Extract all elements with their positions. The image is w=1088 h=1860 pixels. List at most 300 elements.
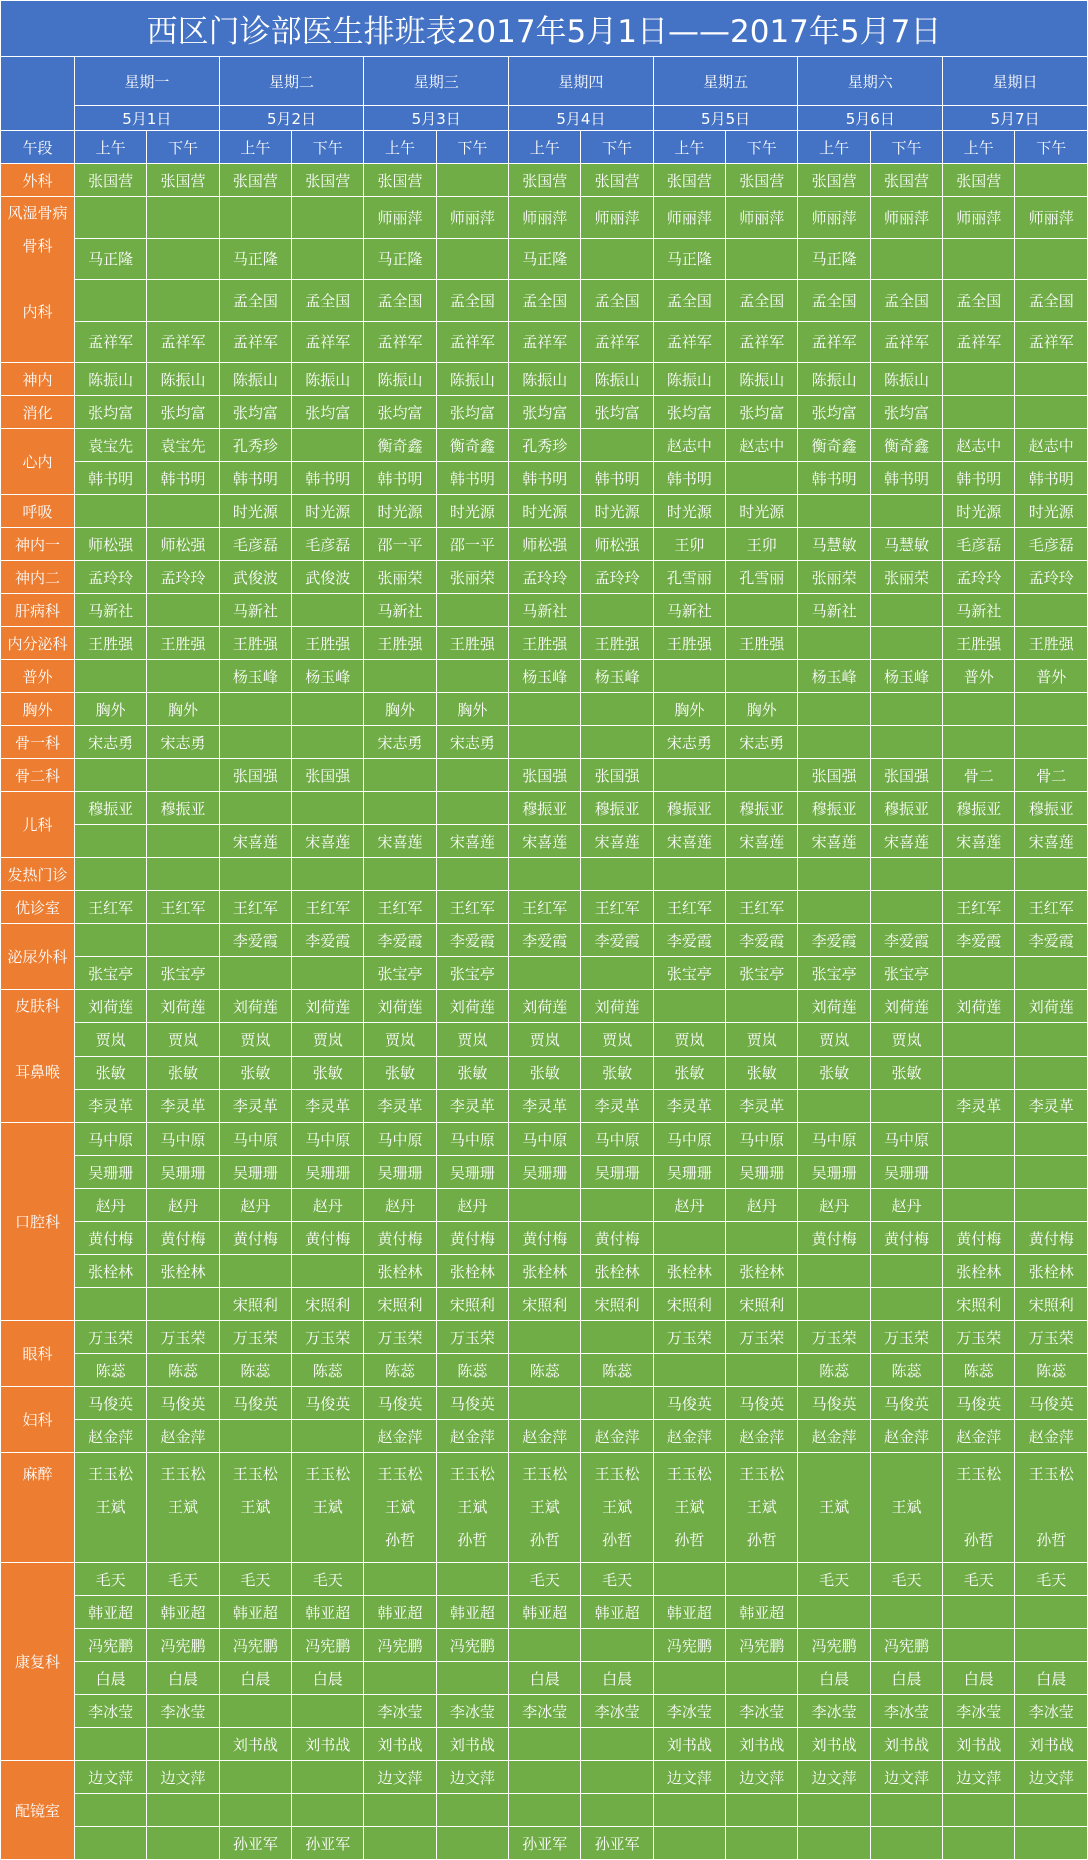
afternoon-header: 下午 <box>726 131 798 164</box>
doctor-cell: 万玉荣 <box>147 1321 219 1354</box>
doctor-cell: 黄付梅 <box>219 1222 291 1255</box>
doctor-cell: 王红军 <box>726 891 798 924</box>
doctor-cell <box>943 1123 1015 1156</box>
doctor-cell: 宋照利 <box>364 1288 436 1321</box>
doctor-cell <box>726 759 798 792</box>
doctor-cell: 孟祥军 <box>943 321 1015 363</box>
doctor-cell <box>870 1255 942 1288</box>
doctor-cell <box>653 1662 725 1695</box>
doctor-cell: 胸外 <box>653 693 725 726</box>
doctor-name: 孙哲 <box>529 1531 560 1549</box>
day-header: 星期二 <box>219 57 364 106</box>
doctor-cell: 张均富 <box>75 396 147 429</box>
schedule-row <box>1 693 1088 726</box>
doctor-cell: 穆振亚 <box>870 792 942 825</box>
doctor-cell: 马中原 <box>219 1123 291 1156</box>
doctor-cell <box>509 1387 581 1420</box>
morning-header: 上午 <box>798 131 870 164</box>
doctor-cell: 李冰莹 <box>509 1695 581 1728</box>
doctor-cell: 赵丹 <box>653 1189 725 1222</box>
doctor-cell: 张敏 <box>292 1056 364 1089</box>
doctor-cell <box>75 1827 147 1860</box>
doctor-cell: 王胜强 <box>147 627 219 660</box>
schedule-row <box>1 660 1088 693</box>
doctor-cell: 张丽荣 <box>364 561 436 594</box>
doctor-cell: 张栓林 <box>364 1255 436 1288</box>
doctor-cell <box>798 1596 870 1629</box>
doctor-cell: 万玉荣 <box>943 1321 1015 1354</box>
schedule-row <box>1 164 1088 197</box>
doctor-cell <box>653 1222 725 1255</box>
doctor-cell: 吴珊珊 <box>364 1156 436 1189</box>
doctor-cell: 孟祥军 <box>870 321 942 363</box>
doctor-cell: 马新社 <box>509 594 581 627</box>
department-label <box>1 197 75 363</box>
doctor-cell: 李灵革 <box>509 1089 581 1122</box>
doctor-cell <box>292 1255 364 1288</box>
doctor-cell: 陈振山 <box>581 363 653 396</box>
doctor-cell: 时光源 <box>581 495 653 528</box>
doctor-cell: 衡奇鑫 <box>798 429 870 462</box>
doctor-cell: 宋照利 <box>219 1288 291 1321</box>
doctor-cell: 孙亚军 <box>581 1827 653 1860</box>
doctor-cell: 韩书明 <box>147 462 219 495</box>
doctor-cell: 赵金萍 <box>653 1420 725 1453</box>
doctor-cell: 黄付梅 <box>75 1222 147 1255</box>
doctor-name <box>292 1524 363 1557</box>
doctor-cell <box>147 1827 219 1860</box>
doctor-cell: 黄付梅 <box>292 1222 364 1255</box>
doctor-cell: 骨二 <box>1015 759 1088 792</box>
doctor-cell <box>509 1629 581 1662</box>
doctor-cell: 李爱霞 <box>943 924 1015 957</box>
doctor-cell <box>1015 396 1088 429</box>
doctor-cell: 王红军 <box>653 891 725 924</box>
doctor-cell: 孟全国 <box>1015 280 1088 322</box>
doctor-cell: 孟全国 <box>292 280 364 322</box>
doctor-cell <box>943 693 1015 726</box>
doctor-cell: 韩亚超 <box>147 1596 219 1629</box>
doctor-cell: 马中原 <box>870 1123 942 1156</box>
doctor-cell <box>75 1728 147 1761</box>
doctor-cell: 张宝亭 <box>726 957 798 990</box>
doctor-cell: 张敏 <box>436 1056 508 1089</box>
doctor-cell: 孟全国 <box>870 280 942 322</box>
doctor-name: 孙哲 <box>746 1531 777 1549</box>
doctor-cell: 刘书战 <box>292 1728 364 1761</box>
doctor-cell: 毛天 <box>1015 1563 1088 1596</box>
doctor-cell <box>653 1827 725 1860</box>
doctor-cell: 孟全国 <box>364 280 436 322</box>
doctor-cell: 孟祥军 <box>147 321 219 363</box>
doctor-cell: 陈蕊 <box>147 1354 219 1387</box>
doctor-cell: 张宝亭 <box>364 957 436 990</box>
doctor-cell <box>943 363 1015 396</box>
doctor-cell <box>1015 1794 1088 1827</box>
doctor-cell: 白晨 <box>943 1662 1015 1695</box>
doctor-cell: 李爱霞 <box>870 924 942 957</box>
doctor-cell: 李灵革 <box>581 1089 653 1122</box>
doctor-cell <box>147 1453 219 1563</box>
doctor-cell: 边文萍 <box>943 1761 1015 1794</box>
doctor-cell: 马正隆 <box>364 238 436 280</box>
doctor-cell: 边文萍 <box>870 1761 942 1794</box>
doctor-cell <box>943 1189 1015 1222</box>
doctor-cell <box>1015 1629 1088 1662</box>
department-label: 内分泌科 <box>1 627 75 660</box>
doctor-cell <box>75 825 147 858</box>
doctor-cell: 毛天 <box>147 1563 219 1596</box>
schedule-row <box>1 594 1088 627</box>
day-header: 星期五 <box>653 57 798 106</box>
schedule-row <box>1 1023 1088 1056</box>
doctor-cell: 时光源 <box>1015 495 1088 528</box>
doctor-cell: 赵丹 <box>436 1189 508 1222</box>
schedule-row <box>1 280 1088 322</box>
doctor-cell: 李灵革 <box>147 1089 219 1122</box>
doctor-cell: 陈蕊 <box>509 1354 581 1387</box>
doctor-cell <box>726 1794 798 1827</box>
doctor-name: 王斌 <box>385 1498 416 1516</box>
doctor-cell: 马俊英 <box>726 1387 798 1420</box>
doctor-cell: 孔雪丽 <box>726 561 798 594</box>
doctor-cell <box>870 495 942 528</box>
doctor-cell: 马俊英 <box>798 1387 870 1420</box>
doctor-cell: 孔雪丽 <box>653 561 725 594</box>
doctor-name <box>871 1524 942 1557</box>
doctor-cell: 宋照利 <box>292 1288 364 1321</box>
doctor-cell: 孟祥军 <box>1015 321 1088 363</box>
doctor-cell: 王胜强 <box>436 627 508 660</box>
doctor-cell: 张国营 <box>509 164 581 197</box>
afternoon-header: 下午 <box>147 131 219 164</box>
department-label: 配镜室 <box>1 1761 75 1860</box>
date-header: 5月2日 <box>219 106 364 131</box>
doctor-cell <box>364 759 436 792</box>
doctor-cell: 张国强 <box>870 759 942 792</box>
day-header: 星期三 <box>364 57 509 106</box>
doctor-name: 王玉松 <box>739 1465 785 1483</box>
doctor-cell <box>509 726 581 759</box>
doctor-cell: 贾岚 <box>509 1023 581 1056</box>
doctor-cell: 黄付梅 <box>943 1222 1015 1255</box>
doctor-cell <box>219 1420 291 1453</box>
doctor-cell: 李灵革 <box>364 1089 436 1122</box>
doctor-cell <box>509 1321 581 1354</box>
doctor-cell: 黄付梅 <box>509 1222 581 1255</box>
doctor-cell <box>581 1453 653 1563</box>
doctor-cell: 师松强 <box>75 528 147 561</box>
doctor-cell: 宋志勇 <box>653 726 725 759</box>
doctor-name <box>220 1524 291 1557</box>
doctor-cell: 马中原 <box>436 1123 508 1156</box>
schedule-row <box>1 1189 1088 1222</box>
doctor-cell: 吴珊珊 <box>147 1156 219 1189</box>
department-label-line: 风湿骨病 <box>7 204 68 222</box>
doctor-cell <box>219 1794 291 1827</box>
schedule-title: 西区门诊部医生排班表2017年5月1日——2017年5月7日 <box>1 1 1088 57</box>
doctor-cell: 赵志中 <box>726 429 798 462</box>
doctor-cell: 师丽萍 <box>364 197 436 239</box>
doctor-cell: 吴珊珊 <box>726 1156 798 1189</box>
doctor-cell: 王红军 <box>292 891 364 924</box>
doctor-cell: 冯宪鹏 <box>147 1629 219 1662</box>
doctor-cell <box>1015 594 1088 627</box>
schedule-row <box>1 495 1088 528</box>
doctor-cell: 韩书明 <box>1015 462 1088 495</box>
schedule-row <box>1 627 1088 660</box>
doctor-cell <box>726 1563 798 1596</box>
doctor-cell: 宋志勇 <box>364 726 436 759</box>
doctor-cell <box>75 660 147 693</box>
doctor-cell: 毛天 <box>581 1563 653 1596</box>
doctor-cell: 穆振亚 <box>653 792 725 825</box>
doctor-cell <box>653 1794 725 1827</box>
doctor-cell: 王卯 <box>726 528 798 561</box>
doctor-cell: 张丽荣 <box>870 561 942 594</box>
doctor-cell: 万玉荣 <box>1015 1321 1088 1354</box>
day-header-row <box>1 57 1088 106</box>
doctor-cell <box>509 858 581 891</box>
doctor-cell: 边文萍 <box>1015 1761 1088 1794</box>
doctor-cell: 马俊英 <box>653 1387 725 1420</box>
doctor-name: 王玉松 <box>232 1465 278 1483</box>
doctor-cell: 王胜强 <box>75 627 147 660</box>
doctor-cell: 马中原 <box>509 1123 581 1156</box>
doctor-cell <box>219 197 291 239</box>
doctor-cell: 韩亚超 <box>436 1596 508 1629</box>
doctor-cell: 韩书明 <box>798 462 870 495</box>
doctor-cell <box>581 1189 653 1222</box>
doctor-cell: 张均富 <box>292 396 364 429</box>
doctor-cell <box>1015 1189 1088 1222</box>
doctor-cell: 黄付梅 <box>870 1222 942 1255</box>
doctor-cell <box>870 858 942 891</box>
doctor-cell: 刘荷莲 <box>292 990 364 1023</box>
doctor-cell <box>581 1629 653 1662</box>
schedule-row <box>1 1387 1088 1420</box>
morning-header: 上午 <box>219 131 291 164</box>
doctor-cell <box>726 462 798 495</box>
doctor-cell: 张均富 <box>219 396 291 429</box>
doctor-cell: 李灵革 <box>1015 1089 1088 1122</box>
doctor-cell: 宋喜莲 <box>436 825 508 858</box>
doctor-cell: 毛彦磊 <box>943 528 1015 561</box>
doctor-cell: 陈蕊 <box>1015 1354 1088 1387</box>
doctor-cell: 韩书明 <box>219 462 291 495</box>
doctor-cell: 张均富 <box>653 396 725 429</box>
doctor-cell: 赵金萍 <box>509 1420 581 1453</box>
doctor-cell: 师丽萍 <box>1015 197 1088 239</box>
doctor-cell: 孟祥军 <box>364 321 436 363</box>
doctor-cell: 韩书明 <box>870 462 942 495</box>
doctor-cell: 陈振山 <box>509 363 581 396</box>
doctor-cell: 万玉荣 <box>364 1321 436 1354</box>
doctor-cell <box>943 1794 1015 1827</box>
doctor-name: 孙哲 <box>1036 1531 1067 1549</box>
doctor-cell <box>653 1453 725 1563</box>
doctor-cell: 宋照利 <box>943 1288 1015 1321</box>
doctor-cell <box>726 1354 798 1387</box>
doctor-cell: 韩亚超 <box>653 1596 725 1629</box>
doctor-cell <box>870 1089 942 1122</box>
doctor-cell: 刘书战 <box>870 1728 942 1761</box>
doctor-cell: 赵丹 <box>870 1189 942 1222</box>
schedule-row <box>1 396 1088 429</box>
doctor-cell <box>870 891 942 924</box>
doctor-cell <box>798 627 870 660</box>
doctor-cell: 宋照利 <box>653 1288 725 1321</box>
doctor-cell: 马俊英 <box>1015 1387 1088 1420</box>
doctor-cell <box>870 726 942 759</box>
doctor-cell <box>943 858 1015 891</box>
doctor-name <box>147 1524 218 1557</box>
doctor-cell: 李爱霞 <box>581 924 653 957</box>
doctor-cell <box>1015 957 1088 990</box>
doctor-cell <box>292 726 364 759</box>
doctor-cell: 孟祥军 <box>509 321 581 363</box>
doctor-cell: 宋喜莲 <box>1015 825 1088 858</box>
doctor-cell <box>219 726 291 759</box>
doctor-cell <box>75 1794 147 1827</box>
doctor-cell <box>509 693 581 726</box>
doctor-cell: 张均富 <box>436 396 508 429</box>
doctor-cell: 胸外 <box>726 693 798 726</box>
doctor-cell: 孙亚军 <box>219 1827 291 1860</box>
doctor-cell: 陈蕊 <box>75 1354 147 1387</box>
doctor-cell: 赵志中 <box>1015 429 1088 462</box>
doctor-cell: 张宝亭 <box>798 957 870 990</box>
doctor-cell: 马中原 <box>726 1123 798 1156</box>
doctor-cell: 赵丹 <box>726 1189 798 1222</box>
doctor-cell: 张国营 <box>581 164 653 197</box>
department-label-line <box>1 1089 74 1122</box>
doctor-cell: 王红军 <box>509 891 581 924</box>
doctor-cell: 李冰莹 <box>943 1695 1015 1728</box>
schedule-row <box>1 1321 1088 1354</box>
doctor-cell: 王红军 <box>219 891 291 924</box>
doctor-cell <box>581 1387 653 1420</box>
doctor-name: 孙哲 <box>602 1531 633 1549</box>
doctor-cell <box>147 858 219 891</box>
doctor-cell: 赵金萍 <box>75 1420 147 1453</box>
doctor-cell: 李爱霞 <box>364 924 436 957</box>
department-label <box>1 1453 75 1563</box>
doctor-cell: 白晨 <box>509 1662 581 1695</box>
doctor-cell <box>436 1453 508 1563</box>
doctor-cell <box>509 1189 581 1222</box>
doctor-cell: 贾岚 <box>292 1023 364 1056</box>
doctor-cell <box>943 1056 1015 1089</box>
doctor-cell: 王红军 <box>436 891 508 924</box>
doctor-cell: 张栓林 <box>581 1255 653 1288</box>
department-label-line <box>1 329 74 362</box>
doctor-cell: 刘荷莲 <box>870 990 942 1023</box>
doctor-cell <box>75 197 147 239</box>
doctor-name <box>1015 1491 1087 1524</box>
schedule-row <box>1 1288 1088 1321</box>
doctor-cell <box>292 197 364 239</box>
period-header-row <box>1 131 1088 164</box>
doctor-cell: 韩书明 <box>581 462 653 495</box>
doctor-cell <box>943 1023 1015 1056</box>
doctor-cell: 韩亚超 <box>292 1596 364 1629</box>
doctor-cell: 李冰莹 <box>870 1695 942 1728</box>
department-label: 心内 <box>1 429 75 495</box>
doctor-cell <box>798 693 870 726</box>
doctor-cell: 张敏 <box>653 1056 725 1089</box>
doctor-cell: 张国强 <box>581 759 653 792</box>
doctor-cell <box>581 1761 653 1794</box>
doctor-cell: 韩书明 <box>509 462 581 495</box>
doctor-cell: 陈振山 <box>798 363 870 396</box>
doctor-cell: 刘荷莲 <box>75 990 147 1023</box>
doctor-cell <box>436 1662 508 1695</box>
doctor-cell: 陈振山 <box>364 363 436 396</box>
doctor-cell: 冯宪鹏 <box>75 1629 147 1662</box>
doctor-cell: 杨玉峰 <box>219 660 291 693</box>
doctor-cell: 吴珊珊 <box>870 1156 942 1189</box>
doctor-cell <box>726 1453 798 1563</box>
doctor-cell: 孟祥军 <box>75 321 147 363</box>
doctor-cell <box>943 1629 1015 1662</box>
doctor-cell <box>726 858 798 891</box>
doctor-cell: 张均富 <box>364 396 436 429</box>
doctor-name: 王玉松 <box>522 1465 568 1483</box>
doctor-cell: 李爱霞 <box>292 924 364 957</box>
doctor-cell: 刘书战 <box>219 1728 291 1761</box>
doctor-cell: 孔秀珍 <box>509 429 581 462</box>
doctor-cell: 穆振亚 <box>509 792 581 825</box>
doctor-cell: 张栓林 <box>943 1255 1015 1288</box>
doctor-cell: 孟玲玲 <box>147 561 219 594</box>
doctor-cell: 时光源 <box>509 495 581 528</box>
doctor-cell: 赵金萍 <box>726 1420 798 1453</box>
doctor-cell: 孟全国 <box>943 280 1015 322</box>
department-label-line <box>1 1491 74 1524</box>
schedule-row <box>1 429 1088 462</box>
doctor-cell: 宋喜莲 <box>581 825 653 858</box>
doctor-cell <box>581 594 653 627</box>
doctor-cell <box>726 594 798 627</box>
doctor-cell: 王胜强 <box>219 627 291 660</box>
doctor-cell: 毛天 <box>292 1563 364 1596</box>
department-label: 骨二科 <box>1 759 75 792</box>
doctor-cell <box>726 238 798 280</box>
doctor-cell: 贾岚 <box>436 1023 508 1056</box>
doctor-cell <box>219 1453 291 1563</box>
doctor-cell <box>1015 726 1088 759</box>
doctor-name: 王斌 <box>529 1498 560 1516</box>
doctor-cell <box>1015 693 1088 726</box>
doctor-cell: 黄付梅 <box>436 1222 508 1255</box>
doctor-cell: 王卯 <box>653 528 725 561</box>
doctor-cell <box>364 858 436 891</box>
doctor-name <box>943 1491 1014 1524</box>
doctor-cell: 武俊波 <box>292 561 364 594</box>
schedule-row <box>1 197 1088 239</box>
doctor-cell: 冯宪鹏 <box>292 1629 364 1662</box>
doctor-cell: 贾岚 <box>726 1023 798 1056</box>
doctor-cell: 宋志勇 <box>726 726 798 759</box>
doctor-cell: 宋照利 <box>1015 1288 1088 1321</box>
doctor-cell: 白晨 <box>147 1662 219 1695</box>
doctor-cell: 张敏 <box>798 1056 870 1089</box>
doctor-name: 孙哲 <box>674 1531 705 1549</box>
doctor-cell <box>943 1453 1015 1563</box>
doctor-cell: 赵志中 <box>653 429 725 462</box>
doctor-cell: 袁宝先 <box>147 429 219 462</box>
